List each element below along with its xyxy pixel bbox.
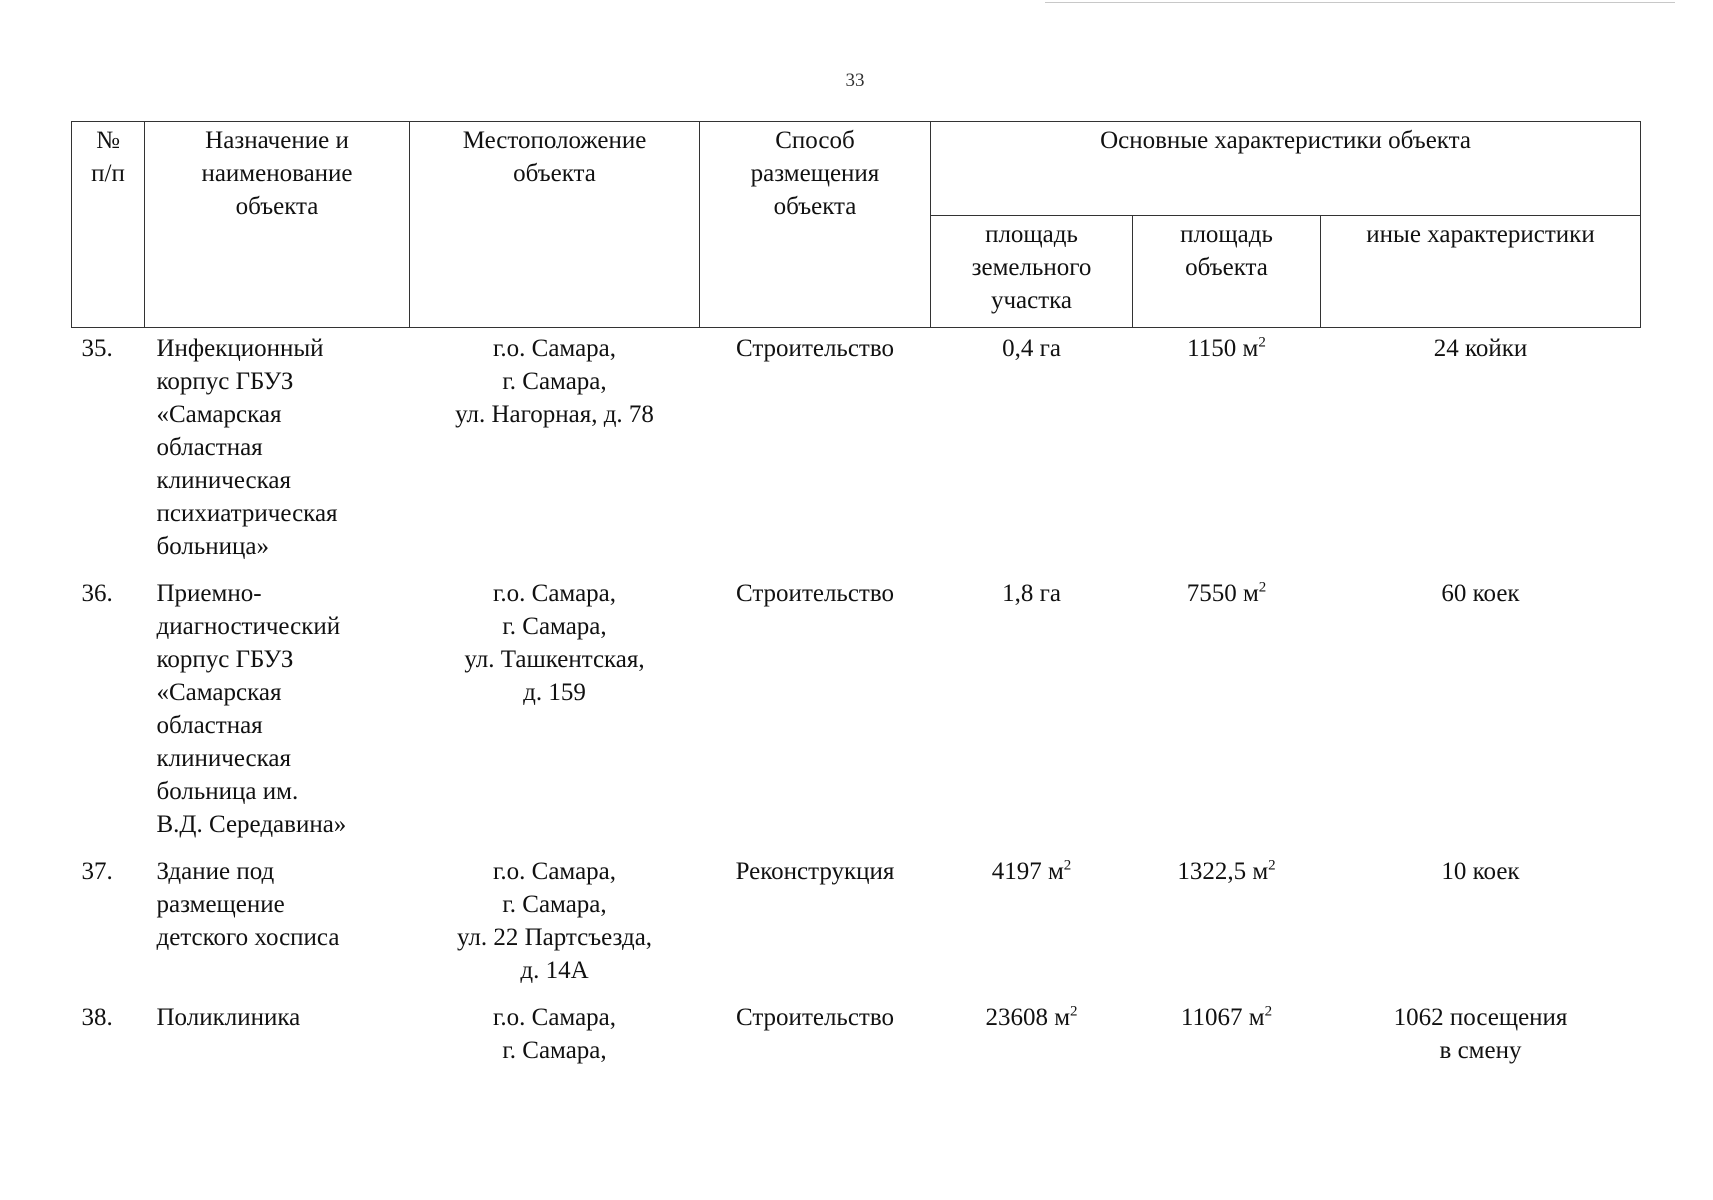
header-num: № п/п	[72, 122, 145, 328]
placement-method: Строительство	[735, 580, 894, 607]
table-body	[72, 328, 1641, 1078]
table-row	[72, 997, 1641, 1077]
land-area: 23608 $м^2$	[985, 1003, 1078, 1031]
land-area: 1,8 га	[1002, 580, 1061, 607]
object-location: г.о. Самара, г. Самара, ул. 22 Партсъезда, д. 14А	[456, 858, 653, 984]
header-method: Способ размещения объекта	[700, 122, 931, 328]
placement-method: Строительство	[735, 335, 894, 362]
object-location: г.о. Самара, г. Самара, ул. Нагорная, д. 78	[455, 335, 654, 428]
header-characteristics: Основные характеристики объекта	[931, 122, 1641, 216]
row-number: 35.	[81, 335, 113, 362]
header-location: Местоположение объекта	[410, 122, 700, 328]
land-area: 4197 $м^2$	[991, 857, 1072, 885]
other-characteristics: 10 коек	[1441, 858, 1520, 885]
other-characteristics: 24 койки	[1433, 335, 1528, 362]
row-number: 37.	[81, 858, 113, 885]
object-area: 7550 $м^2$	[1186, 579, 1267, 607]
header-land-area: площадь земельного участка	[931, 216, 1133, 328]
scan-artifact-line	[1045, 2, 1675, 3]
row-number: 36.	[81, 580, 113, 607]
table-row	[72, 573, 1641, 851]
objects-table	[71, 121, 1641, 1077]
object-name: Поликлиника	[156, 1004, 301, 1031]
table-row	[72, 328, 1641, 574]
placement-method: Строительство	[735, 1004, 894, 1031]
object-name: Инфекционный корпус ГБУЗ «Самарская областная клиническая психиатрическая больница»	[156, 335, 338, 560]
object-location: г.о. Самара, г. Самара,	[492, 1004, 617, 1064]
other-characteristics: 1062 посещения в смену	[1393, 1004, 1568, 1064]
object-area: 1322,5 $м^2$	[1177, 857, 1276, 885]
object-name: Здание под размещение детского хосписа	[156, 858, 340, 951]
object-area: 1150 $м^2$	[1187, 334, 1266, 362]
row-number: 38.	[81, 1004, 113, 1031]
header-object-area: площадь объекта	[1133, 216, 1321, 328]
header-name: Назначение и наименование объекта	[145, 122, 410, 328]
table-row	[72, 851, 1641, 997]
placement-method: Реконструкция	[735, 858, 895, 885]
page-number: 33	[845, 70, 865, 91]
object-location: г.о. Самара, г. Самара, ул. Ташкентская, д. 159	[464, 580, 645, 706]
land-area: 0,4 га	[1002, 335, 1061, 362]
object-area: 11067 $м^2$	[1180, 1003, 1273, 1031]
object-name: Приемно- диагностический корпус ГБУЗ «Самарская областная клиническая больница им. В.Д. Середавина»	[156, 580, 347, 838]
header-other: иные характеристики	[1321, 216, 1641, 328]
other-characteristics: 60 коек	[1441, 580, 1520, 607]
